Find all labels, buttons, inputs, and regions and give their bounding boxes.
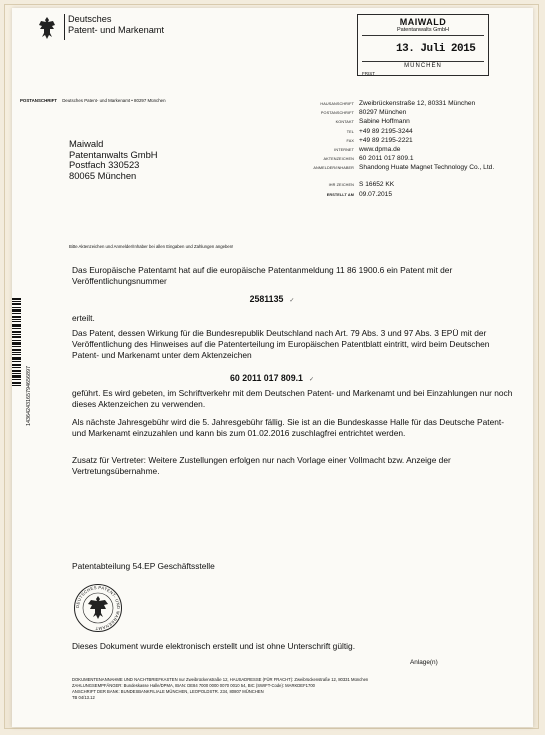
- footer-line: ZAHLUNGSEMPFÄNGER: Bundeskasse Halle/DPMA, IBAN: DE84 7000 0000 0070 0010 54, BIC (SWIFT-Code): MARKDEF1700: [72, 683, 315, 688]
- body-paragraph: erteilt.: [72, 313, 95, 323]
- footer: [72, 677, 502, 701]
- barcode-number: [24, 298, 32, 428]
- seal-text: DEUTSCHES PATENT- UND MARKENAMT: [74, 584, 122, 632]
- patent-number-line: [72, 294, 472, 304]
- info-row: [302, 155, 522, 164]
- official-seal: [73, 583, 123, 633]
- info-row: [302, 164, 522, 181]
- seal-eagle-icon: [88, 596, 108, 619]
- info-label: ERSTELLT AM: [326, 192, 354, 197]
- stamp-frist: FRIST: [362, 71, 375, 76]
- info-value: +49 89 2195-2221: [359, 136, 413, 144]
- stamp-rule: [362, 61, 484, 62]
- info-value: 60 2011 017 809.1: [359, 155, 414, 163]
- info-label: HAUSANSCHRIFT: [320, 102, 354, 106]
- info-label: IHR ZEICHEN: [328, 183, 354, 188]
- office-name-line1: Deutsches: [68, 14, 112, 24]
- info-row: [302, 146, 522, 155]
- info-label: INTERNET: [334, 147, 354, 152]
- barcode-graphic: [12, 298, 21, 386]
- info-row: [302, 137, 522, 146]
- address-line: Maiwald: [69, 138, 104, 149]
- address-line: Postfach 330523: [69, 159, 140, 171]
- footer-line: ANSCHRIFT DER BANK: BUNDESBANKFILIALE MÜNCHEN, LEOPOLDSTR. 234, 80807 MÜNCHEN: [72, 689, 264, 694]
- body-paragraph: Als nächste Jahresgebühr wird die 5. Jahresgebühr fällig. Sie ist an die Bundeskasse Halle für das Deutsche Patent- und Markenamt einzuzahlen und kann bis zum 01.02.2016 zuschlagfrei entrichtet werden.: [72, 417, 505, 439]
- stamp-firm: MAIWALD: [399, 17, 447, 27]
- stamp-subtitle: Patentanwalts GmbH: [397, 27, 449, 33]
- postanschrift-label: POSTANSCHRIFT: [20, 98, 57, 103]
- info-row: [302, 128, 522, 137]
- info-label: FAX: [346, 138, 354, 143]
- info-value: Sabine Hoffmann: [359, 118, 410, 126]
- electronic-note: Dieses Dokument wurde elektronisch erstellt und ist ohne Unterschrift gültig.: [72, 641, 356, 651]
- footer-line: DOKUMENTENANNAHME UND NACHTBRIEFKASTEN nur Zweibrückenstraße 12, HAUSADRESSE (FÜR FRACHT): Zweibrückenstraße 12, 80331 München: [72, 677, 369, 682]
- info-label: POSTANSCHRIFT: [320, 111, 354, 116]
- department-line: Patentabteilung 54.EP Geschäftsstelle: [72, 561, 215, 571]
- info-value: www.dpma.de: [359, 145, 401, 153]
- barcode-number-text: 14364243165794656897: [26, 366, 32, 426]
- postanschrift-line: [20, 98, 166, 103]
- reference-note: Bitte Aktenzeichen und Anmelder/Inhaber bei allen Eingaben und Zahlungen angeben!: [69, 244, 234, 249]
- address-line: 80065 München: [69, 170, 137, 182]
- federal-eagle-icon: [38, 16, 56, 40]
- office-name: [68, 14, 164, 36]
- stamp-date: 13. Juli 2015: [396, 43, 476, 55]
- check-mark-icon: ✓: [289, 298, 295, 304]
- attachments-label: Anlage(n): [410, 659, 438, 666]
- logo-divider: [64, 14, 65, 40]
- info-value: 09.07.2015: [359, 190, 393, 198]
- info-label: AKTENZEICHEN: [323, 157, 354, 162]
- info-label: ANMELDER/INHABER: [313, 166, 354, 171]
- info-value: Shandong Huate Magnet Technology Co., Ltd.: [359, 164, 495, 172]
- info-label: TEL: [346, 129, 354, 134]
- info-row: [302, 118, 522, 127]
- body-paragraph: Zusatz für Vertreter: Weitere Zustellungen erfolgen nur nach Vorlage einer Vollmacht bzw. Anzeige der Vertretungsübernahme.: [72, 455, 451, 477]
- office-name-line2: Patent- und Markenamt: [68, 25, 165, 35]
- file-number-line: [72, 373, 472, 383]
- body-paragraph: Das Europäische Patentamt hat auf die europäische Patentanmeldung 11 86 1900.6 ein Patent mit der Veröffentlichungsnummer: [72, 265, 453, 287]
- info-row: [302, 181, 522, 190]
- document-page: [12, 8, 533, 727]
- info-value: Zweibrückenstraße 12, 80331 München: [359, 100, 476, 107]
- check-mark-icon: ✓: [308, 377, 314, 383]
- patent-number: 2581135: [249, 294, 284, 304]
- stamp-rule: [362, 35, 484, 36]
- info-value: S 16652 KK: [359, 181, 395, 189]
- footer-line: TB 04/13.12: [72, 695, 95, 700]
- body-paragraph: Das Patent, dessen Wirkung für die Bundesrepublik Deutschland nach Art. 79 Abs. 3 und 97 Abs. 3 EPÜ mit der Veröffentlichung des Hinweises auf die Patenterteilung im Europäischen Patentblatt eintritt, wird beim Deutschen Patent- und Markenamt unter dem Aktenzeichen: [72, 328, 490, 361]
- recipient-address: [69, 139, 158, 182]
- info-label: KONTAKT: [335, 120, 354, 125]
- file-number: 60 2011 017 809.1: [230, 373, 303, 383]
- info-row: [302, 191, 522, 200]
- info-row: [302, 109, 522, 118]
- info-value: +49 89 2195-3244: [359, 127, 413, 135]
- postanschrift-value: Deutsches Patent- und Markenamt • 80297 München: [62, 98, 166, 103]
- stamp-city: MÜNCHEN: [404, 63, 442, 69]
- received-stamp: [357, 14, 489, 76]
- info-block: [302, 100, 522, 200]
- body-paragraph: geführt. Es wird gebeten, im Schriftverkehr mit dem Deutschen Patent- und Markenamt und bei Einzahlungen nur noch dieses Aktenzeichen zu verwenden.: [72, 388, 513, 410]
- info-value: 80297 München: [359, 109, 407, 117]
- address-line: Patentanwalts GmbH: [69, 148, 158, 160]
- info-row: [302, 100, 522, 109]
